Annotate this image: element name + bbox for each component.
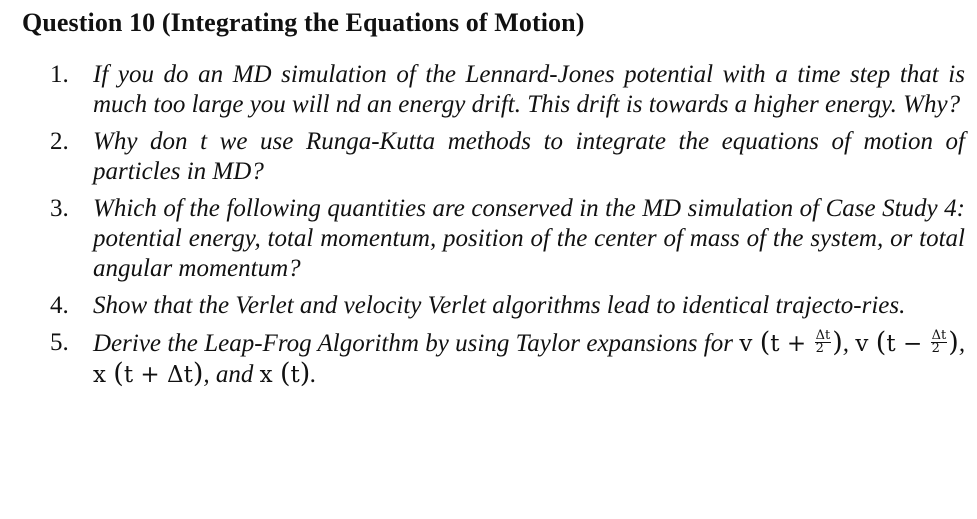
question-item-1 (50, 60, 965, 120)
position-expression: x (t) (259, 358, 311, 389)
position-expression-plus: x (t + Δt) (93, 358, 204, 389)
question-item-5 (50, 328, 965, 390)
question-text: Why don t we use Runga-Kutta methods to integrate the equations of motion of particles in MD? (93, 128, 965, 185)
question-text: If you do an MD simulation of the Lennard-Jones potential with a time step that is much too large you will nd an energy drift. This drift is towards a higher energy. Why? (93, 61, 965, 118)
question-text: Derive the Leap-Frog Algorithm by using Taylor expansions for v (t + $\frac{\Delta t}{2}$ ), v (t − $\frac{\Delta t}{2}$ ), x (t + Δt), and x (t). (93, 327, 966, 389)
velocity-expression-plus: v (t + $\frac{\Delta t}{2}$ ) (739, 327, 843, 358)
question-number: 5. (50, 329, 69, 356)
question-item-4 (50, 291, 965, 321)
question-number: 2. (50, 128, 69, 155)
question-number: 1. (50, 61, 69, 88)
question-list (50, 60, 965, 397)
fraction-delta-t-over-2: $\frac{\Delta t}{2}$ (931, 327, 947, 356)
question-item-2 (50, 127, 965, 187)
question-text: Show that the Verlet and velocity Verlet algorithms lead to identical trajecto-ries. (93, 292, 906, 319)
velocity-expression-minus: v (t − $\frac{\Delta t}{2}$ ) (855, 327, 959, 358)
question-number: 4. (50, 292, 69, 319)
question-text: Which of the following quantities are conserved in the MD simulation of Case Study 4: potential energy, total momentum, position of the center of mass of the system, or total angular momentum? (93, 195, 965, 282)
and-word: and (215, 361, 254, 388)
fraction-delta-t-over-2: $\frac{\Delta t}{2}$ (815, 327, 831, 356)
question-item-3 (50, 194, 965, 284)
question-text-lead: Derive the Leap-Frog Algorithm by using Taylor expansions for (93, 330, 733, 357)
question-heading: Question 10 (Integrating the Equations of Motion) (22, 8, 585, 37)
question-number: 3. (50, 195, 69, 222)
